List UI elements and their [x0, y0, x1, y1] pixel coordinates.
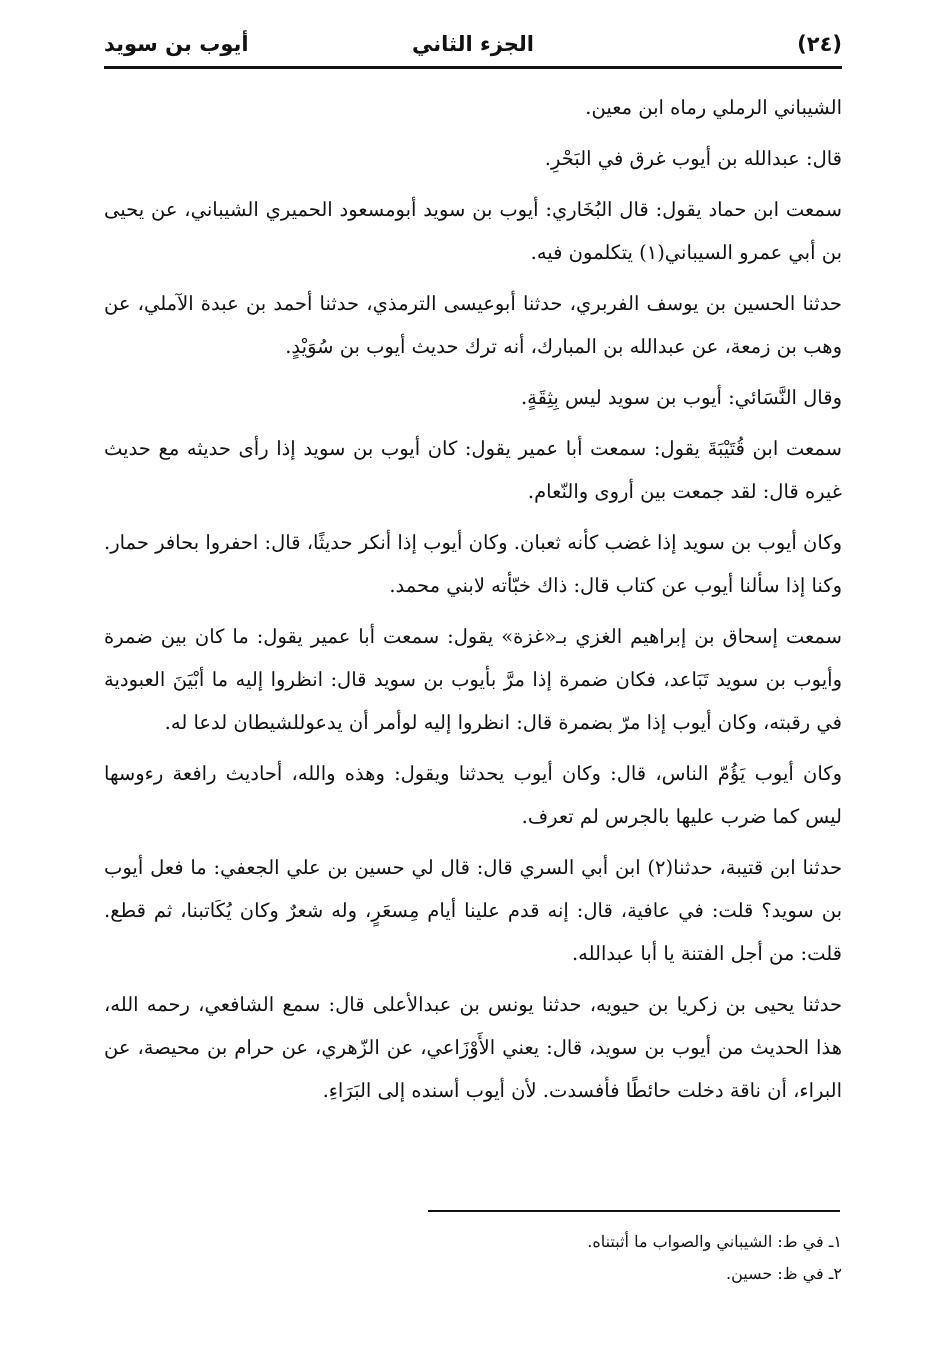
page-number: (٢٤)	[797, 32, 842, 56]
paragraph: حدثنا يحيى بن زكريا بن حيويه، حدثنا يونس بن عبدالأعلى قال: سمع الشافعي، رحمه الله، هذا الحديث من أيوب بن سويد، قال: يعني الأَوْزَاعي، عن الزّهري، عن حرام بن محيصة، عن البراء، أن ناقة دخلت حائطًا فأفسدت. لأن أيوب أسنده إلى البَرَاءِ.	[104, 993, 842, 1102]
paragraph: وكان أيوب يَؤُمّ الناس، قال: وكان أيوب يحدثنا ويقول: وهذه والله، أحاديث رافعة رءوسها ليس كما ضرب عليها بالجرس لم تعرف.	[104, 762, 842, 828]
entry-name: أيوب بن سويد	[104, 32, 249, 56]
paragraph: سمعت ابن حماد يقول: قال البُخَاري: أيوب بن سويد أبومسعود الحميري الشيباني، عن يحيى بن أبي عمرو السيباني(١) يتكلمون فيه.	[104, 198, 842, 264]
paragraph: وكان أيوب بن سويد إذا غضب كأنه ثعبان. وكان أيوب إذا أنكر حديثًا، قال: احفروا بحافر حمار. وكنا إذا سألنا أيوب عن كتاب قال: ذاك خبّأته لابني محمد.	[104, 531, 842, 597]
paragraph: وقال النَّسَائي: أيوب بن سويد ليس بِثِقَةٍ.	[520, 386, 842, 409]
footnote: ١ـ في ط: الشيباني والصواب ما أثبتناه.	[587, 1232, 842, 1251]
paragraph: حدثنا الحسين بن يوسف الفربري، حدثنا أبوعيسى الترمذي، حدثنا أحمد بن عبدة الآملي، عن وهب بن زمعة، عن عبدالله بن المبارك، أنه ترك حديث أيوب بن سُوَيْدٍ.	[104, 292, 842, 358]
page-body	[104, 86, 842, 1120]
footnote-divider	[428, 1210, 840, 1212]
paragraph: سمعت إسحاق بن إبراهيم الغزي بـ«غزة» يقول: سمعت أبا عمير يقول: ما كان بين ضمرة وأيوب بن سويد تَبَاعد، فكان ضمرة إذا مرَّ بأيوب بن سويد قال: انظروا إليه ما أبْيَنَ العبودية في رقبته، وكان أيوب إذا مرّ بضمرة قال: انظروا إليه لوأمر أن يدعوللشيطان لدعا له.	[104, 625, 842, 734]
paragraph: الشيباني الرملي رماه ابن معين.	[585, 96, 842, 119]
paragraph: حدثنا ابن قتيبة، حدثنا(٢) ابن أبي السري قال: قال لي حسين بن علي الجعفي: ما فعل أيوب بن سويد؟ قلت: في عافية، قال: إنه قدم علينا أيام مِسعَرٍ، وله شعرٌ وكان يُكَاتبنا، ثم قطع. قلت: من أجل الفتنة يا أبا عبدالله.	[104, 856, 843, 965]
header-divider	[104, 66, 842, 69]
footnotes	[104, 1226, 842, 1290]
page-header	[104, 28, 842, 68]
paragraph: قال: عبدالله بن أيوب غرق في البَحْرِ.	[544, 147, 842, 170]
paragraph: سمعت ابن قُتَيْبَةَ يقول: سمعت أبا عمير يقول: كان أيوب بن سويد إذا رأى حديثه مع حديث غيره قال: لقد جمعت بين أروى والنّعام.	[104, 437, 842, 503]
section-title: الجزء الثاني	[411, 32, 534, 56]
footnote: ٢ـ في ظ: حسين.	[726, 1264, 842, 1283]
